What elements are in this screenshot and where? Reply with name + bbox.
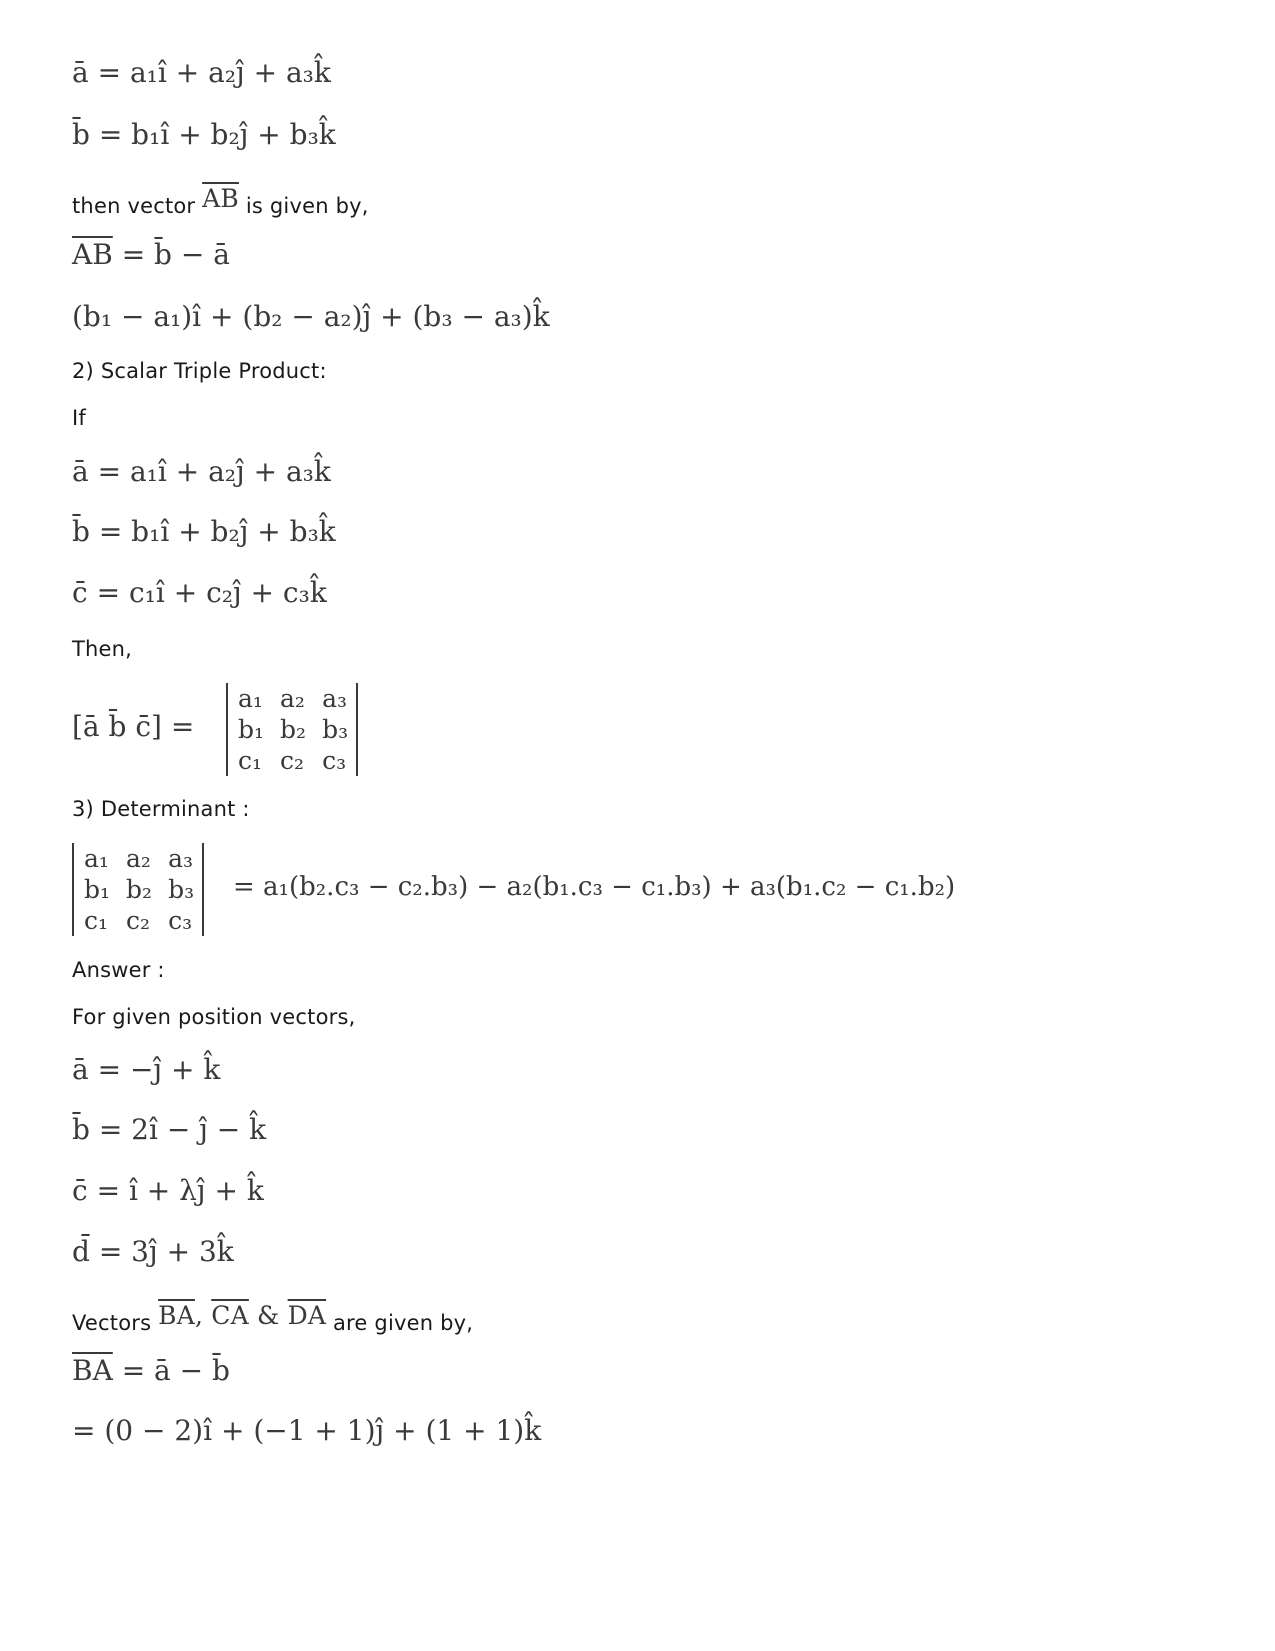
text-segment: Vectors [72,1311,159,1335]
matrix-cell: a₃ [322,684,347,713]
matrix-cell: b₂ [126,875,153,904]
matrix-cell: c₁ [238,746,263,775]
matrix-cell: b₃ [168,875,195,904]
b-value: b̄ = 2î − ĵ − k̂ [72,1113,267,1146]
ab-equation [72,238,230,271]
text-segment: are given by, [326,1311,474,1335]
determinant-matrix [72,843,204,936]
matrix-cell: c₂ [126,906,151,935]
heading-determinant: 3) Determinant : [72,797,250,821]
vector-ba-symbol: $\overline{BA}$ [158,1301,195,1330]
ab-components: (b₁ − a₁)î + (b₂ − a₂)ĵ + (b₃ − a₃)k̂ [72,300,550,333]
matrix-cell: c₃ [322,746,347,775]
vector-ab-symbol: $\overline{AB}$ [202,184,239,213]
if-text: If [72,406,86,430]
matrix-cell: c₁ [84,906,109,935]
b-definition: b̄ = b₁î + b₂ĵ + b₃k̂ [72,118,336,151]
a-definition: ā = a₁î + a₂ĵ + a₃k̂ [72,455,331,488]
then-text: Then, [72,637,133,661]
matrix-cell: a₂ [280,684,305,713]
c-value: c̄ = î + λĵ + k̂ [72,1174,264,1207]
matrix-cell: c₃ [168,906,193,935]
ab-equation-rhs: = b̄ − ā [112,238,230,271]
matrix-cell: b₁ [84,875,111,904]
text-segment: , [194,1301,212,1330]
text-segment: & [248,1301,288,1330]
determinant-matrix [226,683,358,776]
vector-da-symbol: $\overline{DA}$ [287,1301,327,1330]
given-position-text: For given position vectors, [72,1005,356,1029]
ba-equation-rhs: = ā − b̄ [112,1354,230,1387]
matrix-cell: b₂ [280,715,307,744]
matrix-cell: c₂ [280,746,305,775]
vector-ba-symbol: $\overline{BA}$ [72,1354,113,1387]
b-definition: b̄ = b₁î + b₂ĵ + b₃k̂ [72,515,336,548]
answer-label: Answer : [72,958,165,982]
heading-scalar-triple-product: 2) Scalar Triple Product: [72,359,327,383]
determinant-expansion: = a₁(b₂.c₃ − c₂.b₃) − a₂(b₁.c₃ − c₁.b₃) + a₃(b₁.c₂ − c₁.b₂) [233,872,956,902]
matrix-cell: b₁ [238,715,265,744]
ba-equation [72,1354,230,1387]
matrix-cell: b₃ [322,715,349,744]
matrix-cell: a₁ [84,844,109,873]
then-vector-line [72,184,369,219]
text-segment: is given by, [238,194,369,218]
vectors-line [72,1301,474,1336]
d-value: d̄ = 3ĵ + 3k̂ [72,1235,234,1268]
ba-components: = (0 − 2)î + (−1 + 1)ĵ + (1 + 1)k̂ [72,1414,542,1447]
matrix-cell: a₂ [126,844,151,873]
matrix-cell: a₁ [238,684,263,713]
vector-ab-symbol: $\overline{AB}$ [72,238,113,271]
a-value: ā = −ĵ + k̂ [72,1053,221,1086]
c-definition: c̄ = c₁î + c₂ĵ + c₃k̂ [72,576,327,609]
text-segment: then vector [72,194,203,218]
scalar-triple-lhs: [ā b̄ c̄] = [72,710,195,743]
a-definition: ā = a₁î + a₂ĵ + a₃k̂ [72,56,331,89]
vector-ca-symbol: $\overline{CA}$ [211,1301,249,1330]
matrix-cell: a₃ [168,844,193,873]
